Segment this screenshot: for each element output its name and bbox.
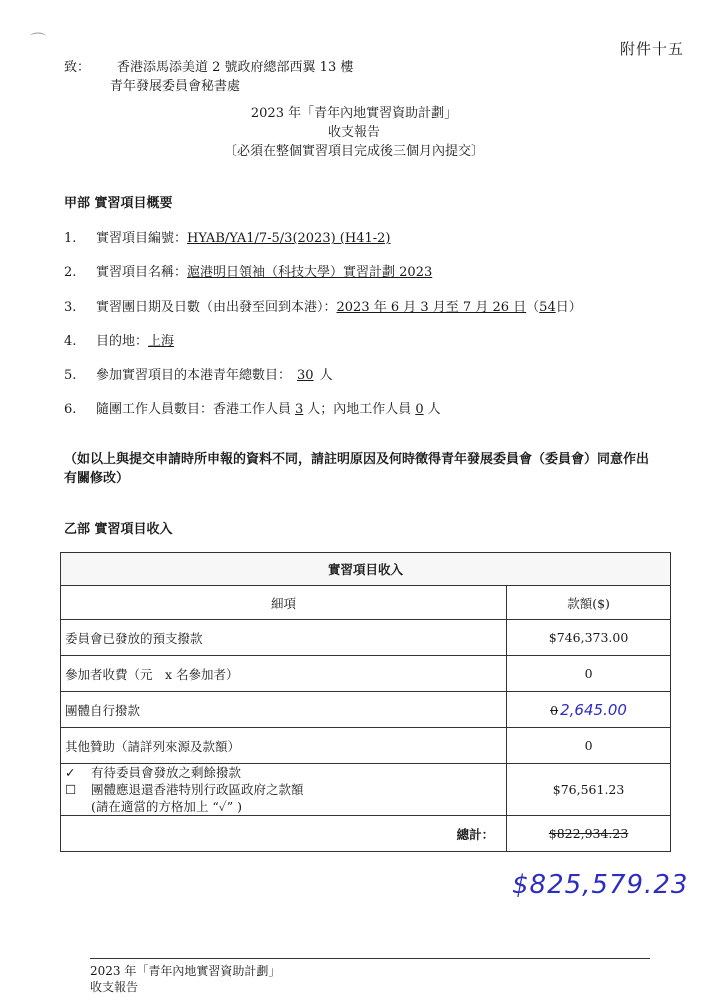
total-amount bbox=[507, 816, 671, 852]
item-destination bbox=[64, 330, 174, 349]
item-number: 3. bbox=[64, 300, 77, 315]
column-amount-header: 款額($) bbox=[507, 586, 671, 620]
struck-amount: 0 bbox=[550, 702, 559, 718]
footer-divider bbox=[90, 958, 650, 959]
hk-staff-value: 3 bbox=[295, 402, 304, 417]
document-title bbox=[0, 104, 708, 161]
row-amount: $76,561.23 bbox=[507, 764, 671, 816]
item-label: 目的地： bbox=[96, 334, 149, 349]
row-amount bbox=[507, 692, 671, 728]
item-number: 6. bbox=[64, 402, 77, 417]
amendment-note: （如以上與提交申請時所申報的資料不同，請註明原因及何時徵得青年發展委員會（委員會）同意作出有關修改） bbox=[64, 452, 650, 486]
staff-mid-label: 人；內地工作人員 bbox=[307, 402, 412, 417]
item-number: 5. bbox=[64, 368, 77, 383]
item-project-name bbox=[64, 261, 432, 280]
checkbox-icon[interactable]: ☐ bbox=[65, 782, 77, 797]
struck-total: $822,934.23 bbox=[548, 826, 629, 841]
item-value: HYAB/YA1/7-5/3(2023) (H41-2) bbox=[187, 231, 391, 246]
annex-label: 附件十五 bbox=[619, 40, 684, 58]
total-label: 總計： bbox=[61, 816, 507, 852]
item-value: 上海 bbox=[148, 334, 175, 349]
item-value: 30 bbox=[297, 368, 314, 383]
row-item: 參加者收費（元 x 名參加者） bbox=[61, 656, 507, 692]
tick-instruction: (請在適當的方格加上 “✓” ) bbox=[91, 799, 243, 814]
title-line-2: 收支報告 bbox=[327, 125, 380, 140]
item-number: 2. bbox=[64, 265, 77, 280]
item-label: 實習項目編號： bbox=[96, 231, 188, 246]
address-line-1: 香港添馬添美道 2 號政府總部西翼 13 樓 bbox=[117, 60, 354, 75]
mainland-staff-value: 0 bbox=[415, 402, 424, 417]
item-participants bbox=[64, 364, 333, 383]
table-row bbox=[61, 764, 671, 816]
days-open: （ bbox=[526, 300, 540, 315]
row-amount: 0 bbox=[507, 656, 671, 692]
table-row bbox=[61, 692, 671, 728]
tick-option-label: 有待委員會發放之剩餘撥款 bbox=[91, 765, 242, 780]
item-dates bbox=[64, 296, 582, 315]
section-b-heading: 乙部 實習項目收入 bbox=[64, 522, 173, 537]
item-value: 滬港明日領袖（科技大學）實習計劃 2023 bbox=[187, 265, 433, 280]
item-number: 4. bbox=[64, 334, 77, 349]
section-a-heading: 甲部 實習項目概要 bbox=[64, 196, 173, 211]
column-item-header: 細項 bbox=[61, 586, 507, 620]
row-item: 委員會已發放的預支撥款 bbox=[61, 620, 507, 656]
days-value: 54 bbox=[539, 300, 556, 315]
tick-mark-icon[interactable]: ✓ bbox=[65, 765, 76, 780]
item-label: 參加實習項目的本港青年總數目： bbox=[96, 368, 292, 383]
days-close: 日） bbox=[555, 300, 582, 315]
table-row bbox=[61, 728, 671, 764]
tick-option-label: 團體應退還香港特別行政區政府之款額 bbox=[91, 782, 304, 797]
total-row bbox=[61, 816, 671, 852]
title-line-3: 〔必須在整個實習項目完成後三個月內提交〕 bbox=[223, 144, 484, 159]
item-label: 實習項目名稱： bbox=[96, 265, 188, 280]
row-amount: 0 bbox=[507, 728, 671, 764]
tick-option-2 bbox=[65, 781, 502, 798]
handwritten-total: $825,579.23 bbox=[512, 870, 689, 900]
item-label: 隨團工作人員數目：香港工作人員 bbox=[96, 402, 292, 417]
item-value: 2023 年 6 月 3 月至 7 月 26 日 bbox=[336, 300, 527, 315]
item-unit: 人 bbox=[319, 368, 333, 383]
scan-mark: ⌒ bbox=[30, 31, 47, 50]
table-row bbox=[61, 620, 671, 656]
row-amount: $746,373.00 bbox=[507, 620, 671, 656]
income-table bbox=[60, 552, 671, 852]
income-column-headers bbox=[61, 586, 671, 620]
income-table-header: 實習項目收入 bbox=[61, 553, 671, 586]
item-number: 1. bbox=[64, 231, 77, 246]
footer-line-1: 2023 年「青年內地實習資助計劃」 bbox=[90, 964, 281, 978]
item-label: 實習團日期及日數（由出發至回到本港）： bbox=[96, 300, 337, 315]
row-item: 其他贊助（請詳列來源及款額） bbox=[61, 728, 507, 764]
item-staff bbox=[64, 398, 441, 417]
tick-option-1 bbox=[65, 764, 502, 781]
handwritten-amount: 2,645.00 bbox=[560, 700, 627, 719]
table-row bbox=[61, 656, 671, 692]
to-label: 致： bbox=[64, 60, 91, 75]
item-project-number bbox=[64, 227, 391, 246]
address-line-2: 青年發展委員會秘書處 bbox=[110, 79, 241, 94]
item-unit: 人 bbox=[427, 402, 441, 417]
title-line-1: 2023 年「青年內地實習資助計劃」 bbox=[250, 106, 458, 121]
footer-line-2: 收支報告 bbox=[90, 980, 139, 994]
tick-options bbox=[61, 764, 507, 816]
row-item: 團體自行撥款 bbox=[61, 692, 507, 728]
